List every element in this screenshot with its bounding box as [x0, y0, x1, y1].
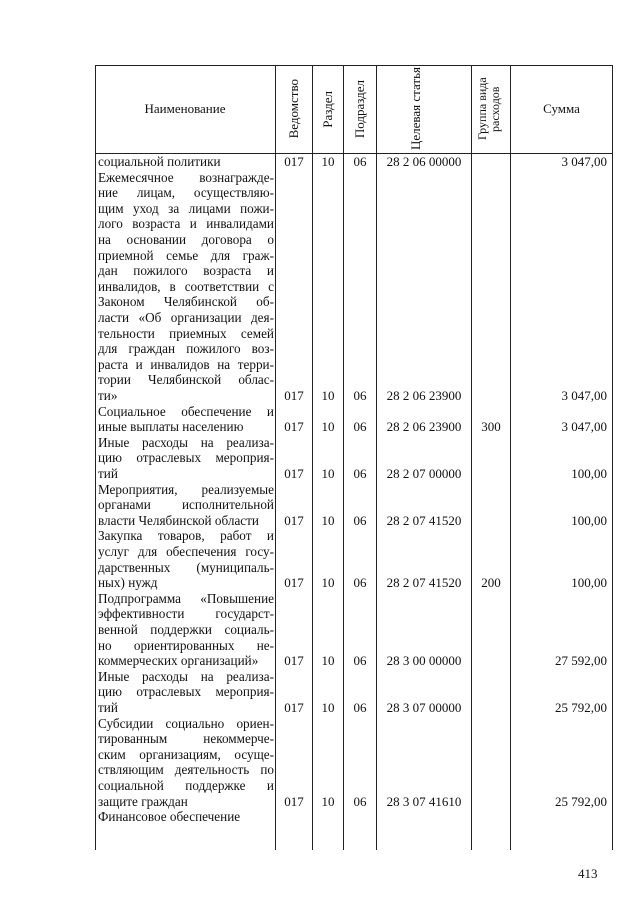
- podrazdel-cell: 06: [353, 154, 367, 169]
- row-name-line: социальной политики: [98, 154, 221, 169]
- header-name: Наименование: [144, 101, 226, 116]
- header-celevaya-statya: Целевая статья: [408, 67, 423, 151]
- table-row: [95, 528, 613, 590]
- row-name: [98, 154, 274, 170]
- row-name-line: тории Челябинской облас-: [98, 372, 274, 388]
- table-row: [95, 591, 613, 669]
- row-name-line: ти»: [98, 387, 118, 403]
- row-name-line: Мероприятия, реализуемые: [98, 481, 274, 497]
- row-name-line: услуг для обеспечения госу-: [98, 543, 274, 559]
- celevaya-cell: 28 2 07 00000: [386, 465, 462, 481]
- row-name-line: приемной семье для граж-: [98, 247, 274, 263]
- row-name-line: власти Челябинской области: [98, 512, 259, 528]
- row-name-line: на основании договора о: [98, 231, 274, 247]
- gruppa-cell: 200: [481, 575, 501, 591]
- row-name-line: Закупка товаров, работ и: [98, 528, 274, 544]
- row-name-line: ским организациям, осуще-: [98, 746, 274, 762]
- row-name-line: венной поддержки социаль-: [98, 621, 274, 637]
- celevaya-cell: 28 2 06 23900: [386, 419, 462, 435]
- vedomstvo-cell: 017: [284, 793, 304, 809]
- row-name-line: тий: [98, 465, 118, 481]
- row-name-line: ствляющим деятельность по: [98, 762, 274, 778]
- row-name-line: Ежемесячное вознагражде-: [98, 169, 274, 185]
- row-name: [98, 482, 274, 529]
- row-name-line: ние лицам, осуществляю-: [98, 185, 274, 201]
- summa-cell: 100,00: [571, 465, 607, 481]
- row-name: [98, 716, 274, 810]
- table-row: [95, 716, 613, 810]
- vedomstvo-cell: 017: [284, 699, 304, 715]
- table-row: [95, 404, 613, 435]
- podrazdel-cell: 06: [353, 653, 367, 669]
- celevaya-cell: 28 2 06 00000: [386, 154, 462, 169]
- row-name-line: эффективности государст-: [98, 606, 274, 622]
- summa-cell: 100,00: [571, 575, 607, 591]
- table-row: [95, 435, 613, 482]
- summa-cell: 3 047,00: [561, 387, 607, 403]
- header-podrazdel: Подраздел: [352, 79, 367, 139]
- row-name: [98, 404, 274, 435]
- razdel-cell: 10: [321, 575, 335, 591]
- row-name-line: органами исполнительной: [98, 497, 274, 513]
- vedomstvo-cell: 017: [284, 575, 304, 591]
- row-name-line: раста и инвалидов на терри-: [98, 356, 274, 372]
- podrazdel-cell: 06: [353, 512, 367, 528]
- celevaya-cell: 28 2 07 41520: [386, 512, 462, 528]
- header-vedomstvo: Ведомство: [286, 79, 301, 139]
- row-name-line: цию отраслевых мероприя-: [98, 684, 274, 700]
- page-number: 413: [578, 866, 598, 881]
- vedomstvo-cell: 017: [284, 465, 304, 481]
- podrazdel-cell: 06: [353, 465, 367, 481]
- row-name-line: Социальное обеспечение и: [98, 403, 274, 419]
- row-name-line: Иные расходы на реализа-: [98, 434, 274, 450]
- row-name-line: Финансовое обеспечение: [98, 809, 241, 825]
- row-name-line: тированным некоммерче-: [98, 731, 274, 747]
- row-name-line: цию отраслевых мероприя-: [98, 450, 274, 466]
- razdel-cell: 10: [321, 512, 335, 528]
- vedomstvo-cell: 017: [284, 512, 304, 528]
- row-name-line: но ориентированных не-: [98, 637, 274, 653]
- celevaya-cell: 28 3 07 41610: [386, 793, 462, 809]
- row-name-line: иные выплаты населению: [98, 419, 244, 435]
- vedomstvo-cell: 017: [284, 419, 304, 435]
- row-name-line: щим уход за лицами пожи-: [98, 200, 274, 216]
- row-name-line: Иные расходы на реализа-: [98, 668, 274, 684]
- table-row: [95, 170, 613, 404]
- razdel-cell: 10: [321, 699, 335, 715]
- row-name-line: ласти «Об организации дея-: [98, 309, 274, 325]
- row-name-line: инвалидов, в соответствии с: [98, 278, 274, 294]
- podrazdel-cell: 06: [353, 419, 367, 435]
- row-name-line: коммерческих организаций»: [98, 653, 259, 669]
- budget-table: [95, 65, 613, 850]
- row-name: [98, 528, 274, 590]
- summa-cell: 3 047,00: [561, 154, 607, 169]
- row-name-line: дан пожилого возраста и: [98, 263, 274, 279]
- celevaya-cell: 28 3 00 00000: [386, 653, 462, 669]
- podrazdel-cell: 06: [353, 387, 367, 403]
- summa-cell: 25 792,00: [555, 793, 607, 809]
- razdel-cell: 10: [321, 419, 335, 435]
- vedomstvo-cell: 017: [284, 387, 304, 403]
- razdel-cell: 10: [321, 465, 335, 481]
- table-row: [95, 482, 613, 529]
- header-razdel: Раздел: [320, 90, 335, 128]
- row-name-line: дарственных (муниципаль-: [98, 559, 274, 575]
- row-name-line: ных) нужд: [98, 575, 158, 591]
- row-name-line: лого возраста и инвалидами: [98, 216, 274, 232]
- celevaya-cell: 28 2 06 23900: [386, 387, 462, 403]
- summa-cell: 3 047,00: [561, 419, 607, 435]
- row-name: [98, 435, 274, 482]
- row-name: [98, 669, 274, 716]
- row-name-line: Подпрограмма «Повышение: [98, 590, 274, 606]
- celevaya-cell: 28 2 07 41520: [386, 575, 462, 591]
- header-summa: Сумма: [543, 101, 580, 116]
- vedomstvo-cell: 017: [284, 653, 304, 669]
- table-row: [95, 154, 613, 170]
- podrazdel-cell: 06: [353, 699, 367, 715]
- celevaya-cell: 28 3 07 00000: [386, 699, 462, 715]
- podrazdel-cell: 06: [353, 793, 367, 809]
- row-name-line: тельности приемных семей: [98, 325, 274, 341]
- table-row: [95, 669, 613, 716]
- podrazdel-cell: 06: [353, 575, 367, 591]
- vedomstvo-cell: 017: [284, 154, 304, 169]
- row-name-line: социальной поддержке и: [98, 777, 274, 793]
- summa-cell: 100,00: [571, 512, 607, 528]
- table-row: [95, 809, 613, 825]
- row-name: [98, 591, 274, 669]
- row-name-line: тий: [98, 699, 118, 715]
- row-name-line: Субсидии социально ориен-: [98, 715, 274, 731]
- razdel-cell: 10: [321, 793, 335, 809]
- row-name: [98, 809, 274, 825]
- summa-cell: 27 592,00: [555, 653, 607, 669]
- row-name: [98, 170, 274, 404]
- razdel-cell: 10: [321, 154, 335, 169]
- row-name-line: защите граждан: [98, 793, 188, 809]
- razdel-cell: 10: [321, 387, 335, 403]
- summa-cell: 25 792,00: [555, 699, 607, 715]
- row-name-line: для граждан пожилого воз-: [98, 341, 274, 357]
- razdel-cell: 10: [321, 653, 335, 669]
- row-name-line: Законом Челябинской об-: [98, 294, 274, 310]
- header-gruppa-vida: Группа вида расходов: [475, 77, 502, 141]
- gruppa-cell: 300: [481, 419, 501, 435]
